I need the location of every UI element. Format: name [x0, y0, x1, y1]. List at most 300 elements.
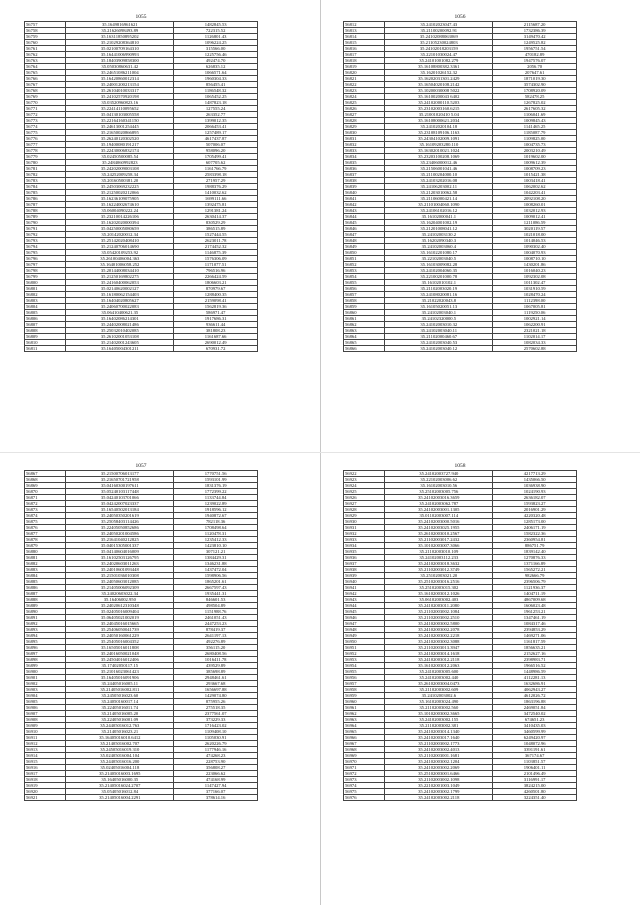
record-id-cell: 56882 [25, 561, 66, 567]
record-id-cell: 56826 [344, 106, 385, 112]
amount-cell: 878419.37 [174, 627, 258, 633]
reference-number-cell: 35.21102003013.3947 [385, 645, 493, 651]
reference-number-cell: 35.04015305001337 [66, 543, 174, 549]
amount-cell: 1708498.64 [174, 525, 258, 531]
record-id-cell: 56768 [25, 88, 66, 94]
reference-number-cell: 35.02100709164310 [66, 46, 174, 52]
amount-cell: 1003418.41 [493, 178, 577, 184]
amount-cell: 1235412.33 [174, 537, 258, 543]
amount-cell: 1062002.62 [493, 184, 577, 190]
record-id-cell: 56834 [344, 154, 385, 160]
reference-number-cell: 35.21106000421.14 [385, 196, 493, 202]
amount-cell: 439529.89 [174, 663, 258, 669]
amount-cell: 1966516.52 [493, 663, 577, 669]
reference-number-cell: 35.25102003021.20 [385, 573, 493, 579]
reference-number-cell: 35.22414110095652 [66, 106, 174, 112]
record-id-cell: 56952 [344, 651, 385, 657]
amount-cell: 2360954.81 [493, 537, 577, 543]
amount-cell: 1593101.99 [174, 477, 258, 483]
reference-number-cell: 35.24505016023.60 [66, 693, 174, 699]
record-id-cell: 56776 [25, 136, 66, 142]
record-id-cell: 56809 [25, 334, 66, 340]
reference-number-cell: 35.23108109106.1163 [385, 130, 493, 136]
reference-number-cell: 35.10200030008 5022 [385, 88, 493, 94]
record-id-cell: 56777 [25, 142, 66, 148]
reference-number-cell: 35.21102003010.109 [385, 549, 493, 555]
amount-cell: 1015421.38 [493, 172, 577, 178]
amount-cell: 386515.89 [174, 226, 258, 232]
record-id-cell: 56970 [344, 759, 385, 765]
record-id-cell: 56895 [25, 639, 66, 645]
amount-cell: 870979.67 [174, 286, 258, 292]
amount-cell: 4217713.29 [493, 471, 577, 477]
page-number: 1055 [135, 14, 147, 20]
amount-cell: 293667.68 [174, 681, 258, 687]
reference-number-cell: 35.16102003024.490 [385, 699, 493, 705]
record-id-cell: 56959 [344, 693, 385, 699]
reference-number-cell: 35.21626098493.89 [66, 28, 174, 34]
amount-cell: 2620226.79 [174, 741, 258, 747]
amount-cell: 1133744.84 [174, 495, 258, 501]
record-id-cell: 56961 [344, 705, 385, 711]
record-id-cell: 56901 [25, 675, 66, 681]
record-id-cell: 56936 [344, 555, 385, 561]
amount-cell: 1437472.04 [174, 567, 258, 573]
amount-cell: 1119250.06 [493, 310, 577, 316]
reference-number-cell: 35.24020612310348 [66, 603, 174, 609]
record-id-cell: 56851 [344, 256, 385, 262]
ledger-page-1 [24, 14, 258, 352]
amount-cell: 1705499.41 [174, 154, 258, 160]
reference-number-cell: 35.24102003017.1640 [385, 735, 493, 741]
record-id-cell: 56937 [344, 561, 385, 567]
reference-number-cell: 35.02405016009404 [66, 609, 174, 615]
record-id-cell: 56800 [25, 280, 66, 286]
record-id-cell: 56825 [344, 100, 385, 106]
reference-number-cell: 35.16180062154403 [66, 292, 174, 298]
table-row [344, 346, 577, 352]
record-id-cell: 56930 [344, 519, 385, 525]
record-id-cell: 56854 [344, 274, 385, 280]
reference-number-cell: 35.24202009003108 [66, 166, 174, 172]
ledger-page-2 [343, 14, 577, 352]
record-id-cell: 56813 [344, 28, 385, 34]
amount-cell: 1009612.39 [493, 160, 577, 166]
amount-cell: 2321021.18 [493, 328, 577, 334]
amount-cell: 1732386.39 [493, 28, 577, 34]
record-id-cell: 56880 [25, 549, 66, 555]
amount-cell: 1871019.30 [493, 76, 577, 82]
record-id-cell: 56907 [25, 711, 66, 717]
record-id-cell: 56885 [25, 579, 66, 585]
reference-number-cell: 35.21102003002.1084 [385, 609, 493, 615]
amount-cell: 1285173.00 [493, 519, 577, 525]
record-id-cell: 56949 [344, 633, 385, 639]
record-id-cell: 56760 [25, 40, 66, 46]
amount-cell: 2623011.78 [174, 238, 258, 244]
record-id-cell: 56905 [25, 699, 66, 705]
reference-number-cell: 35.24102004060.35 [385, 268, 493, 274]
reference-number-cell: 35.21402001243605 [66, 340, 174, 346]
record-id-cell: 56874 [25, 513, 66, 519]
reference-number-cell: 35.24102003025.1955 [385, 525, 493, 531]
record-id-cell: 56859 [344, 304, 385, 310]
amount-cell: 1102014.17 [493, 334, 577, 340]
record-id-cell: 56941 [344, 585, 385, 591]
reference-number-cell: 35.24102003018.3632 [385, 561, 493, 567]
reference-number-cell: 35.24060700022083 [66, 304, 174, 310]
reference-number-cell: 35.04130103005558 [66, 112, 174, 118]
record-id-cell: 56919 [25, 783, 66, 789]
reference-number-cell: 35.24405016016.200 [66, 759, 174, 765]
reference-number-cell: 35.22430006832174 [66, 148, 174, 154]
amount-cell: 1606023.48 [493, 603, 577, 609]
record-id-cell: 56843 [344, 208, 385, 214]
reference-number-cell: 35.03520960823.16 [66, 100, 174, 106]
record-id-cell: 56855 [344, 280, 385, 286]
record-id-cell: 56844 [344, 214, 385, 220]
amount-cell: 1410032.62 [174, 190, 258, 196]
amount-cell: 4260501.80 [493, 789, 577, 795]
amount-cell: 1482845.53 [174, 22, 258, 28]
reference-number-cell: 35.24102003002.2218 [385, 633, 493, 639]
reference-number-cell: 35.25405016004352 [66, 639, 174, 645]
reference-number-cell: 35.24505016019.310 [66, 747, 174, 753]
amount-cell: 1016411.78 [174, 657, 258, 663]
reference-number-cell: 35.24102570920198 [66, 94, 174, 100]
record-id-cell: 56866 [344, 346, 385, 352]
record-id-cell: 56815 [344, 40, 385, 46]
reference-number-cell: 35.25102003016.2516 [385, 579, 493, 585]
record-id-cell: 56766 [25, 76, 66, 82]
reference-number-cell: 35.24020603022.34 [66, 591, 174, 597]
reference-number-cell: 35.21102003017.2432 [385, 537, 493, 543]
reference-number-cell: 35.16102003010.56 [385, 483, 493, 489]
amount-cell: 271957.29 [174, 178, 258, 184]
reference-number-cell: 35.18403909858300 [66, 58, 174, 64]
record-id-cell: 56896 [25, 645, 66, 651]
amount-cell: 1656697.88 [174, 687, 258, 693]
reference-number-cell: 35.04250005080659 [66, 226, 174, 232]
amount-cell: 1002921.14 [493, 316, 577, 322]
amount-cell: 1423810.10 [174, 543, 258, 549]
amount-cell: 1161817.59 [493, 639, 577, 645]
amount-cell: 2152627.16 [493, 651, 577, 657]
amount-cell: 3472540.02 [493, 711, 577, 717]
record-id-cell: 56778 [25, 148, 66, 154]
table-row [25, 795, 258, 801]
amount-cell: 1011302.47 [493, 280, 577, 286]
reference-number-cell: 35.24102003040.12 [385, 346, 493, 352]
amount-cell: 1185087.79 [493, 130, 577, 136]
amount-cell: 1109408.10 [174, 729, 258, 735]
reference-number-cell: 35.24050160017.14 [66, 699, 174, 705]
amount-cell: 1392475.81 [174, 202, 258, 208]
amount-cell: 2092108.20 [493, 196, 577, 202]
record-id-cell: 56973 [344, 777, 385, 783]
reference-number-cell: 35.21641040212825 [66, 537, 174, 543]
reference-number-cell: 35.24102003040.1 [385, 310, 493, 316]
amount-cell: 3574302.90 [493, 82, 577, 88]
reference-number-cell: 35.16441006990993 [66, 52, 174, 58]
amount-cell: 1582322.36 [493, 531, 577, 537]
record-id-cell: 56910 [25, 729, 66, 735]
amount-cell: 474268.23 [174, 753, 258, 759]
amount-cell: 1960304.33 [174, 76, 258, 82]
reference-number-cell: 35.26102001053108 [66, 334, 174, 340]
amount-cell: 2056.70 [493, 64, 577, 70]
record-id-cell: 56915 [25, 759, 66, 765]
record-id-cell: 56805 [25, 310, 66, 316]
reference-number-cell: 35.22164160341150 [66, 118, 174, 124]
reference-number-cell: 35.24106203002.11 [385, 184, 493, 190]
amount-cell: 1249525.82 [493, 40, 577, 46]
amount-cell: 3391191.61 [493, 747, 577, 753]
record-id-cell: 56793 [25, 238, 66, 244]
amount-cell: 1565272.21 [493, 567, 577, 573]
record-id-cell: 56823 [344, 88, 385, 94]
amount-cell: 1028470.24 [493, 292, 577, 298]
ledger-page-4 [343, 463, 577, 801]
amount-cell: 670931.72 [174, 346, 258, 352]
amount-cell: 367174.67 [493, 753, 577, 759]
record-id-cell: 56877 [25, 531, 66, 537]
reference-number-cell: 35.25102003015.302 [385, 585, 493, 591]
amount-cell: 607705.62 [174, 160, 258, 166]
reference-number-cell: 35.21102003002.1098 [385, 777, 493, 783]
amount-cell: 1429074.80 [174, 693, 258, 699]
record-id-cell: 56886 [25, 585, 66, 591]
reference-number-cell: 35.06410400621.35 [66, 310, 174, 316]
record-id-cell: 56927 [344, 501, 385, 507]
amount-cell: 782118.36 [174, 519, 258, 525]
record-id-cell: 56846 [344, 226, 385, 232]
record-id-cell: 56806 [25, 316, 66, 322]
amount-cell: 1469271.06 [493, 633, 577, 639]
record-id-cell: 56932 [344, 531, 385, 537]
record-id-cell: 56933 [344, 537, 385, 543]
reference-number-cell: 35.24102003012.2118 [385, 657, 493, 663]
amount-cell: 1019602.00 [493, 154, 577, 160]
record-id-cell: 56872 [25, 501, 66, 507]
reference-number-cell: 35.20144008034410 [66, 268, 174, 274]
reference-number-cell: 35.16404020805627 [66, 298, 174, 304]
reference-number-cell: 35.24001200213154 [66, 82, 174, 88]
amount-cell: 1770751.56 [174, 471, 258, 477]
reference-number-cell: 35.06102003002.403 [385, 597, 493, 603]
amount-cell: 2398983.71 [493, 657, 577, 663]
reference-number-cell: 35.26100406004.363 [66, 256, 174, 262]
amount-cell: 1806603.21 [174, 280, 258, 286]
record-id-cell: 56838 [344, 178, 385, 184]
record-id-cell: 56763 [25, 58, 66, 64]
page-number: 1057 [135, 463, 147, 469]
reference-number-cell: 35.24101001082.279 [385, 58, 493, 64]
record-id-cell: 56767 [25, 82, 66, 88]
reference-number-cell: 35.16405016091906 [66, 675, 174, 681]
record-id-cell: 56940 [344, 579, 385, 585]
reference-number-cell: 35.16401006058.252 [66, 262, 174, 268]
record-id-cell: 56974 [344, 783, 385, 789]
ledger-table [343, 470, 577, 801]
record-id-cell: 56772 [25, 112, 66, 118]
reference-number-cell: 35.16102201080.17 [385, 250, 493, 256]
record-id-cell: 56842 [344, 202, 385, 208]
reference-number-cell: 35.24016050021048 [66, 651, 174, 657]
amount-cell: 586971.47 [174, 310, 258, 316]
record-id-cell: 56924 [344, 483, 385, 489]
amount-cell: 1632686.91 [493, 681, 577, 687]
record-id-cell: 56875 [25, 519, 66, 525]
reference-number-cell: 35.24102003002.440 [385, 675, 493, 681]
record-id-cell: 56918 [25, 777, 66, 783]
record-id-cell: 56976 [344, 795, 385, 801]
amount-cell: 2583398.18 [174, 172, 258, 178]
record-id-cell: 56917 [25, 771, 66, 777]
reference-number-cell: 35.21650020866895 [66, 130, 174, 136]
record-id-cell: 56795 [25, 250, 66, 256]
record-id-cell: 56830 [344, 130, 385, 136]
reference-number-cell: 35.21506001041.46 [385, 166, 493, 172]
amount-cell: 1014046.53 [493, 238, 577, 244]
reference-number-cell: 35.24102003002.155 [385, 717, 493, 723]
reference-number-cell: 35.16504020108.2142 [385, 82, 493, 88]
record-id-cell: 56916 [25, 765, 66, 771]
amount-cell: 2690012.49 [174, 340, 258, 346]
amount-cell: 2377561.07 [174, 711, 258, 717]
reference-number-cell: 35.16302010021.1024 [385, 148, 493, 154]
record-id-cell: 56774 [25, 124, 66, 130]
reference-number-cell: 35.21001020410 5.04 [385, 112, 493, 118]
reference-number-cell: 35.21102003012.3749 [385, 567, 493, 573]
record-id-cell: 56850 [344, 250, 385, 256]
record-id-cell: 56939 [344, 573, 385, 579]
amount-cell: 2003210.49 [493, 148, 577, 154]
reference-number-cell: 35.26240120302520 [66, 136, 174, 142]
reference-number-cell: 35.2484060992823 [66, 160, 174, 166]
reference-number-cell: 35.21100200092.91 [385, 28, 493, 34]
reference-number-cell: 35.16236109075905 [66, 196, 174, 202]
reference-number-cell: 35.16201026152.32 [385, 70, 493, 76]
amount-cell: 626835.12 [174, 64, 258, 70]
reference-number-cell: 35.21250169802275 [66, 274, 174, 280]
reference-number-cell: 35.24102003005.600 [385, 669, 493, 675]
amount-cell: 1384429.31 [174, 555, 258, 561]
amount-cell: 6249420.97 [493, 735, 577, 741]
record-id-cell: 56761 [25, 46, 66, 52]
record-id-cell: 56945 [344, 609, 385, 615]
amount-cell: 4617437.87 [174, 136, 258, 142]
amount-cell: 958096.20 [174, 148, 258, 154]
amount-cell: 1839142.40 [493, 549, 577, 555]
reference-number-cell: 35.24613001254445 [66, 124, 174, 130]
record-id-cell: 56769 [25, 94, 66, 100]
amount-cell: 1036938.90 [493, 483, 577, 489]
record-id-cell: 56900 [25, 669, 66, 675]
record-id-cell: 56953 [344, 657, 385, 663]
reference-number-cell: 35.04160300197611 [66, 483, 174, 489]
record-id-cell: 56841 [344, 196, 385, 202]
record-id-cell: 56757 [25, 22, 66, 28]
record-id-cell: 56860 [344, 310, 385, 316]
amount-cell: 1940872.67 [174, 513, 258, 519]
record-id-cell: 56942 [344, 591, 385, 597]
record-id-cell: 56938 [344, 567, 385, 573]
amount-cell: 377166.07 [174, 789, 258, 795]
amount-cell: 507006.07 [174, 142, 258, 148]
record-id-cell: 56891 [25, 615, 66, 621]
amount-cell: 3410435.03 [493, 723, 577, 729]
reference-number-cell: 35.23203100208.1069 [385, 154, 493, 160]
reference-number-cell: 35.22102003040.5 [385, 256, 493, 262]
record-id-cell: 56798 [25, 268, 66, 274]
record-id-cell: 56824 [344, 94, 385, 100]
reference-number-cell: 35.23210014226106 [66, 214, 174, 220]
reference-number-cell: 35.24102003002.2118 [385, 795, 493, 801]
reference-number-cell: 35.06004090222.24 [66, 208, 174, 214]
reference-number-cell: 35.22101030024.47 [385, 52, 493, 58]
amount-cell: 1918596.12 [174, 507, 258, 513]
reference-number-cell: 35.24405016012.763 [66, 723, 174, 729]
amount-cell: 3460599.99 [493, 729, 577, 735]
reference-number-cell: 35.21102003002.381 [385, 723, 493, 729]
record-id-cell: 56839 [344, 184, 385, 190]
ledger-table [24, 21, 258, 352]
record-id-cell: 56975 [344, 789, 385, 795]
amount-cell: 1448986.59 [493, 669, 577, 675]
amount-cell: 1708920.09 [493, 88, 577, 94]
reference-number-cell: 35.24102003727.940 [385, 471, 493, 477]
record-id-cell: 56865 [344, 340, 385, 346]
amount-cell: 846601.53 [174, 597, 258, 603]
amount-cell: 1032012.93 [493, 208, 577, 214]
amount-cell: 1257489.17 [174, 130, 258, 136]
record-id-cell: 56786 [25, 196, 66, 202]
record-id-cell: 56818 [344, 58, 385, 64]
reference-number-cell: 35.20142020012.34 [66, 232, 174, 238]
record-id-cell: 56868 [25, 477, 66, 483]
reference-number-cell: 35.24102003002.2069 [385, 765, 493, 771]
record-id-cell: 56812 [344, 22, 385, 28]
record-id-cell: 56831 [344, 136, 385, 142]
reference-number-cell: 35.16108000621.2034 [385, 118, 493, 124]
record-id-cell: 56792 [25, 232, 66, 238]
record-id-cell: 56784 [25, 184, 66, 190]
reference-number-cell: 35.21102003002.609 [385, 687, 493, 693]
amount-cell: 1288400.35 [174, 292, 258, 298]
amount-cell: 1105030.91 [174, 735, 258, 741]
amount-cell: 1092302.08 [493, 274, 577, 280]
amount-cell: 1004070.93 [493, 250, 577, 256]
reference-number-cell: 35.21250020212066 [66, 190, 174, 196]
reference-number-cell: 35.21500706013177 [66, 471, 174, 477]
amount-cell: 1008260.01 [493, 202, 577, 208]
amount-cell: 4867009.68 [493, 597, 577, 603]
record-id-cell: 56857 [344, 292, 385, 298]
amount-cell: 275518.35 [174, 705, 258, 711]
reference-number-cell: 35.16311850895202 [66, 34, 174, 40]
amount-cell: 2159098.41 [174, 298, 258, 304]
reference-number-cell: 35.21102003001.1681 [385, 753, 493, 759]
reference-number-cell: 35.24102003002.6 [385, 693, 493, 699]
amount-cell: 2617605.32 [493, 106, 577, 112]
record-id-cell: 56871 [25, 495, 66, 501]
record-id-cell: 56971 [344, 765, 385, 771]
record-id-cell: 56897 [25, 651, 66, 657]
record-id-cell: 56881 [25, 555, 66, 561]
amount-cell: 936611.44 [174, 322, 258, 328]
reference-number-cell: 35.21405006092309 [66, 585, 174, 591]
